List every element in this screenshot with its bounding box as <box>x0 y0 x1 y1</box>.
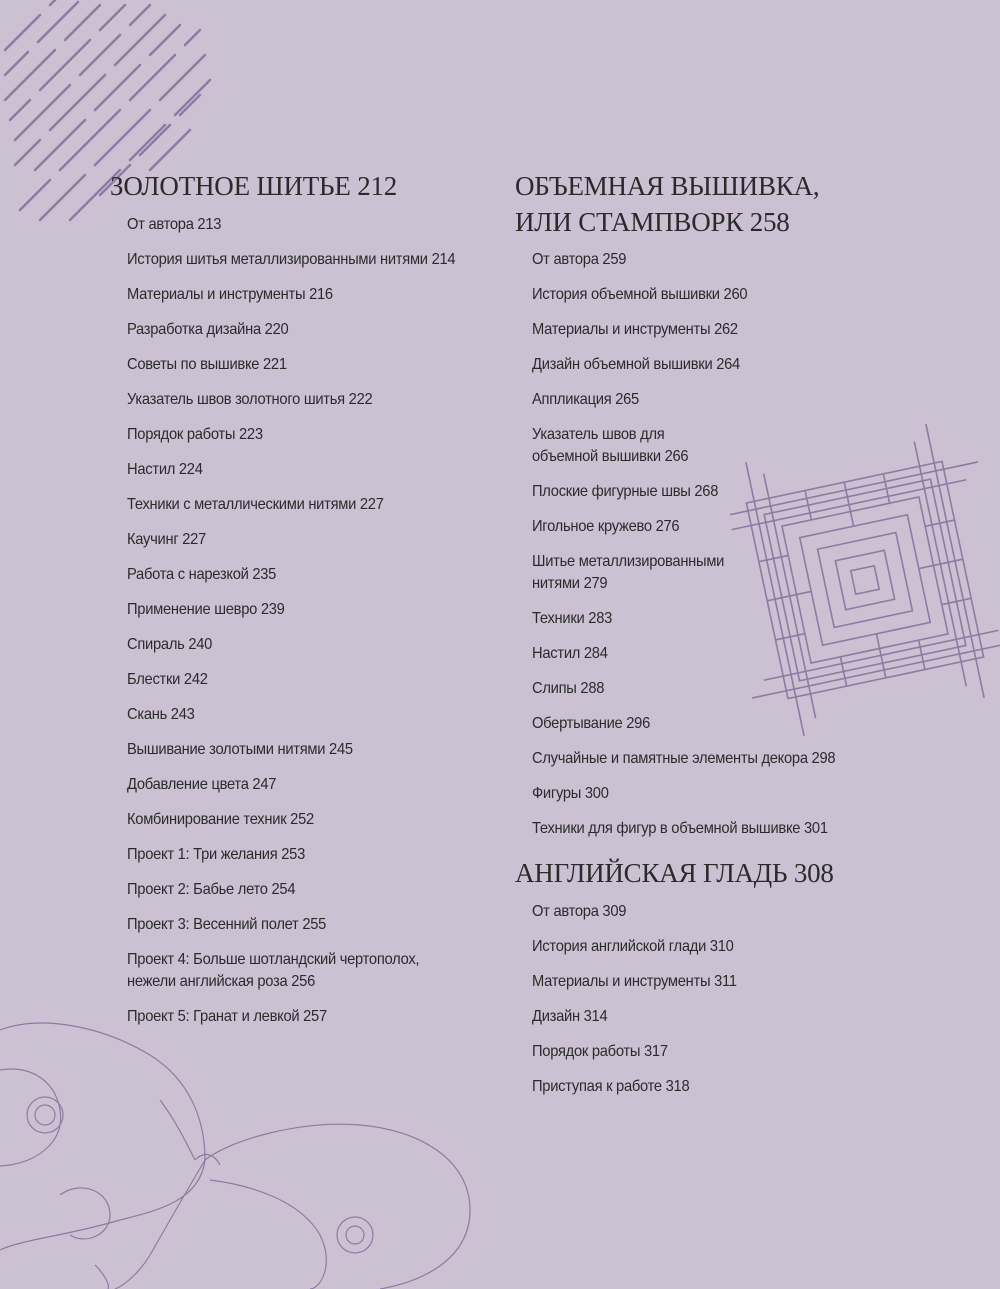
toc-entry[interactable]: Обертывание 296 <box>532 715 650 732</box>
toc-entry[interactable]: Применение шевро 239 <box>127 601 285 618</box>
toc-entry[interactable]: Шитье металлизированными нитями 279 <box>532 553 725 592</box>
toc-entry[interactable]: Случайные и памятные элементы декора 298 <box>532 750 836 767</box>
toc-entry[interactable]: Каучинг 227 <box>127 531 206 548</box>
section-heading-stumpwork: ОБЪЕМНАЯ ВЫШИВКА, ИЛИ СТАМПВОРК 258 <box>515 171 820 237</box>
toc-entry[interactable]: Работа с нарезкой 235 <box>127 566 277 583</box>
toc-entry[interactable]: От автора 259 <box>532 251 627 268</box>
toc-entry[interactable]: Блестки 242 <box>127 671 208 688</box>
toc-entry[interactable]: Разработка дизайна 220 <box>127 321 289 338</box>
toc-list-whitework <box>532 901 755 1111</box>
toc-list-goldwork <box>127 214 484 1041</box>
toc-entry[interactable]: Указатель швов золотного шитья 222 <box>127 391 373 408</box>
toc-list-stumpwork <box>532 249 862 853</box>
section-heading-whitework: АНГЛИЙСКАЯ ГЛАДЬ 308 <box>515 858 834 888</box>
diagonal-stitch-pattern-icon <box>0 0 230 240</box>
toc-entry[interactable]: Материалы и инструменты 262 <box>532 321 738 338</box>
toc-entry[interactable]: Вышивание золотыми нитями 245 <box>127 741 353 758</box>
toc-entry[interactable]: Техники с металлическими нитями 227 <box>127 496 384 513</box>
toc-entry[interactable]: Плоские фигурные швы 268 <box>532 483 719 500</box>
toc-entry[interactable]: Аппликация 265 <box>532 391 639 408</box>
toc-entry[interactable]: Приступая к работе 318 <box>532 1078 690 1095</box>
toc-entry[interactable]: История объемной вышивки 260 <box>532 286 748 303</box>
toc-entry[interactable]: От автора 213 <box>127 216 222 233</box>
toc-entry[interactable]: Проект 3: Весенний полет 255 <box>127 916 327 933</box>
toc-entry[interactable]: Скань 243 <box>127 706 195 723</box>
toc-entry[interactable]: Проект 5: Гранат и левкой 257 <box>127 1008 327 1025</box>
toc-entry[interactable]: Дизайн объемной вышивки 264 <box>532 356 740 373</box>
toc-entry[interactable]: Проект 2: Бабье лето 254 <box>127 881 296 898</box>
toc-entry[interactable]: Материалы и инструменты 216 <box>127 286 333 303</box>
toc-entry[interactable]: Спираль 240 <box>127 636 213 653</box>
section-heading-goldwork: ЗОЛОТНОЕ ШИТЬЕ 212 <box>110 171 398 201</box>
toc-entry[interactable]: Материалы и инструменты 311 <box>532 973 737 990</box>
toc-entry[interactable]: Порядок работы 223 <box>127 426 263 443</box>
toc-entry[interactable]: Игольное кружево 276 <box>532 518 680 535</box>
toc-entry[interactable]: Проект 1: Три желания 253 <box>127 846 306 863</box>
toc-entry[interactable]: Указатель швов для объемной вышивки 266 <box>532 426 689 465</box>
toc-entry[interactable]: Комбинирование техник 252 <box>127 811 314 828</box>
butterfly-outline-icon <box>0 1010 480 1289</box>
toc-entry[interactable]: История шитья металлизированными нитями 214 <box>127 251 456 268</box>
toc-entry[interactable]: Проект 4: Больше шотландский чертополох, нежели английская роза 256 <box>127 951 420 990</box>
toc-entry[interactable]: Техники для фигур в объемной вышивке 301 <box>532 820 828 837</box>
toc-entry[interactable]: Настил 284 <box>532 645 608 662</box>
toc-entry[interactable]: Советы по вышивке 221 <box>127 356 287 373</box>
toc-entry[interactable]: Дизайн 314 <box>532 1008 608 1025</box>
toc-entry[interactable]: История английской глади 310 <box>532 938 734 955</box>
toc-entry[interactable]: Добавление цвета 247 <box>127 776 277 793</box>
toc-entry[interactable]: Порядок работы 317 <box>532 1043 668 1060</box>
toc-entry[interactable]: Техники 283 <box>532 610 613 627</box>
toc-entry[interactable]: От автора 309 <box>532 903 627 920</box>
toc-entry[interactable]: Слипы 288 <box>532 680 605 697</box>
toc-entry[interactable]: Настил 224 <box>127 461 203 478</box>
toc-entry[interactable]: Фигуры 300 <box>532 785 609 802</box>
